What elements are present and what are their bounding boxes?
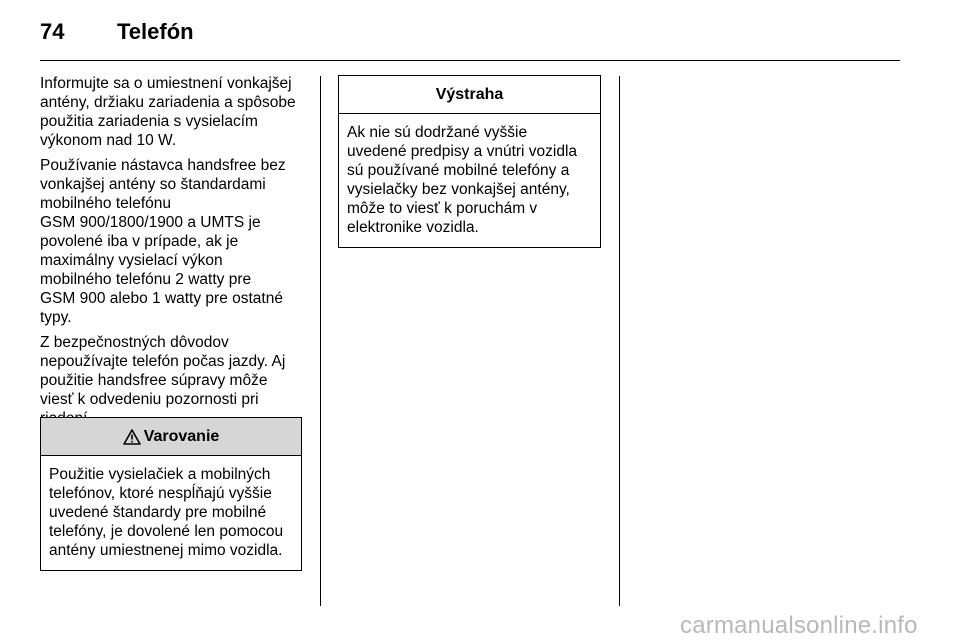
paragraph-line: typy. [40, 309, 72, 326]
paragraph-line: Používanie nástavca handsfree bez [40, 157, 286, 174]
column-divider-1 [320, 76, 321, 606]
paragraph-line: viesť k odvedeniu pozornosti pri [40, 391, 259, 408]
page-number: 74 [40, 19, 65, 44]
caution-line: Ak nie sú dodržané vyššie [347, 124, 528, 141]
caution-line: sú používané mobilné telefóny a [347, 162, 570, 179]
paragraph-line: Informujte sa o umiestnení vonkajšej [40, 75, 292, 92]
column-divider-2 [619, 76, 620, 606]
warning-box-body [41, 456, 301, 570]
watermark: carmanualsonline.info [680, 612, 918, 639]
caution-box-title: Výstraha [435, 85, 504, 103]
paragraph-line: antény, držiaku zariadenia a spôsobe [40, 94, 296, 111]
caution-box [338, 75, 601, 248]
warning-box [40, 417, 302, 571]
warning-triangle-icon [123, 429, 141, 445]
paragraph-line: použitie handsfree súpravy môže [40, 372, 268, 389]
paragraph-line: výkonom nad 10 W. [40, 132, 177, 149]
chapter-title: Telefón [117, 19, 194, 44]
header-divider [40, 60, 900, 61]
caution-line: uvedené predpisy a vnútri vozidla [347, 143, 578, 160]
paragraph-line: maximálny vysielací výkon [40, 252, 223, 269]
warning-line: antény umiestnenej mimo vozidla. [49, 542, 283, 559]
paragraph-line: nepoužívajte telefón počas jazdy. Aj [40, 353, 286, 370]
paragraph-antenna-info [40, 74, 305, 150]
paragraph-line: GSM 900 alebo 1 watty pre ostatné [40, 290, 283, 307]
warning-box-title: Varovanie [143, 427, 220, 445]
warning-line: uvedené štandardy pre mobilné [49, 504, 267, 521]
warning-box-header [41, 418, 301, 456]
paragraph-line: použitia zariadenia s vysielacím [40, 113, 258, 130]
warning-line: Použitie vysielačiek a mobilných [49, 466, 271, 483]
paragraph-line: povolené iba v prípade, ak je [40, 233, 239, 250]
caution-line: môže to viesť k poruchám v [347, 200, 538, 217]
caution-line: elektronike vozidla. [347, 219, 479, 236]
paragraph-line: Z bezpečnostných dôvodov [40, 334, 229, 351]
caution-box-body [339, 114, 600, 247]
paragraph-safety [40, 333, 305, 428]
caution-box-header [339, 76, 600, 114]
caution-line: vysielačky bez vonkajšej antény, [347, 181, 570, 198]
warning-line: telefónov, ktoré nespĺňajú vyššie [49, 485, 272, 502]
paragraph-line: GSM 900/1800/1900 a UMTS je [40, 214, 261, 231]
warning-line: telefóny, je dovolené len pomocou [49, 523, 284, 540]
paragraph-line: mobilného telefónu [40, 195, 171, 212]
left-column [40, 74, 305, 434]
paragraph-handsfree-standards [40, 156, 305, 327]
paragraph-line: vonkajšej antény so štandardami [40, 176, 266, 193]
paragraph-line: mobilného telefónu 2 watty pre [40, 271, 252, 288]
